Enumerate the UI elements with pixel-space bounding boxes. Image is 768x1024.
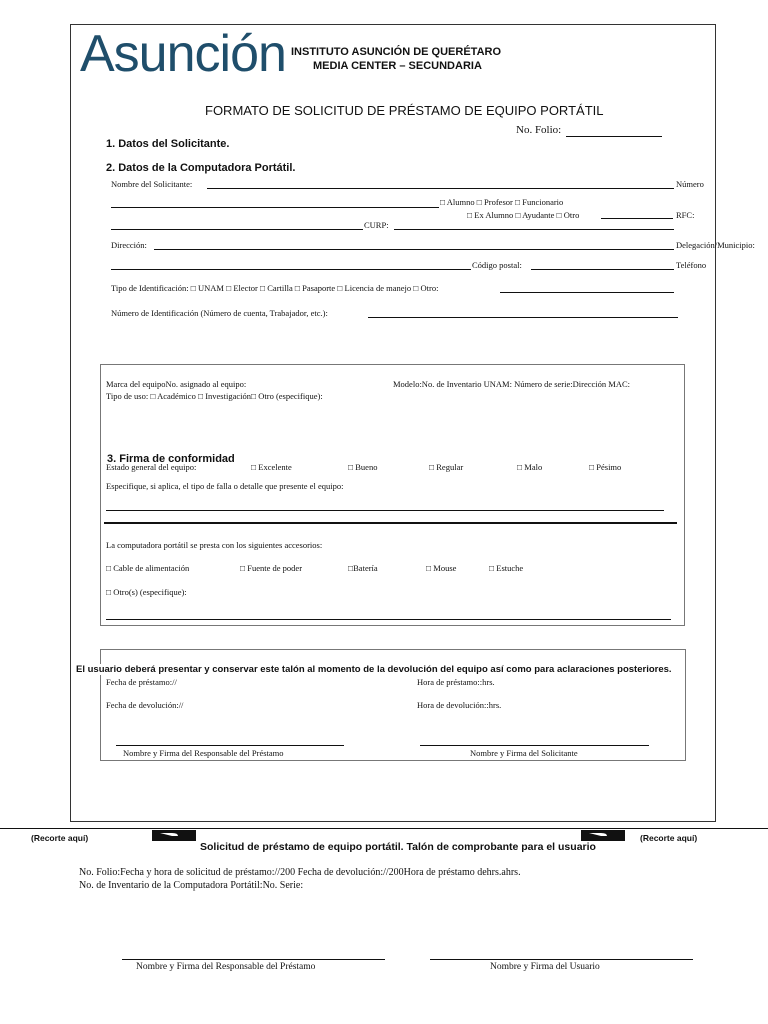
- curp-label: CURP:: [364, 220, 389, 230]
- hora-devolucion: Hora de devolución::hrs.: [417, 700, 502, 710]
- cp-line[interactable]: [531, 269, 674, 270]
- numero-identificacion-label: Número de Identificación (Número de cuenta, Trabajador, etc.):: [111, 308, 328, 318]
- cutout-firma-responsable-label: Nombre y Firma del Responsable del Préstamo: [136, 962, 316, 972]
- fecha-devolucion: Fecha de devolución://: [106, 700, 184, 710]
- estado-pesimo[interactable]: □ Pésimo: [589, 462, 622, 472]
- divider-thick: [104, 522, 677, 524]
- section2-title: 2. Datos de la Computadora Portátil.: [106, 162, 296, 174]
- firma-solicitante-label: Nombre y Firma del Solicitante: [470, 748, 578, 758]
- fecha-prestamo: Fecha de préstamo://: [106, 677, 177, 687]
- tipo-id-otro-line[interactable]: [500, 292, 674, 293]
- cutout-firma-usuario-label: Nombre y Firma del Usuario: [490, 962, 600, 972]
- numero-id-line[interactable]: [368, 317, 678, 318]
- cp-label: Código postal:: [472, 260, 522, 270]
- roles-options-2[interactable]: □ Ex Alumno □ Ayudante □ Otro: [467, 210, 580, 220]
- nombre-label: Nombre del Solicitante:: [111, 179, 193, 189]
- firma-responsable-label: Nombre y Firma del Responsable del Préstamo: [123, 748, 284, 758]
- cutout-firma-usuario-line[interactable]: [430, 959, 693, 960]
- curp-line[interactable]: [394, 229, 674, 230]
- cutout-title: Solicitud de préstamo de equipo portátil. Talón de comprobante para el usuario: [200, 841, 596, 853]
- scissors-icon: [581, 828, 625, 839]
- numero-label: Número: [676, 179, 704, 189]
- folio-line[interactable]: [566, 136, 662, 137]
- recorte-right: (Recorte aquí): [640, 833, 698, 843]
- estado-excelente[interactable]: □ Excelente: [251, 462, 292, 472]
- talon-notice: El usuario deberá presentar y conservar este talón al momento de la devolución del equipo así como para aclaraciones posteriores.: [76, 664, 672, 675]
- estado-label: Estado general del equipo:: [106, 462, 197, 472]
- direccion-label: Dirección:: [111, 240, 147, 250]
- recorte-left: (Recorte aquí): [31, 833, 89, 843]
- marca-line: Marca del equipoNo. asignado al equipo:: [106, 379, 247, 389]
- accesorio-estuche[interactable]: □ Estuche: [489, 563, 524, 573]
- firma-solicitante-line[interactable]: [420, 745, 649, 746]
- media-center: MEDIA CENTER – SECUNDARIA: [313, 60, 482, 72]
- telefono-label: Teléfono: [676, 260, 707, 270]
- form-title: FORMATO DE SOLICITUD DE PRÉSTAMO DE EQUIPO PORTÁTIL: [205, 103, 604, 118]
- section3-title: 3. Firma de conformidad: [107, 453, 235, 465]
- roles-line[interactable]: [111, 207, 439, 208]
- nombre-line[interactable]: [207, 188, 674, 189]
- especifique-label: Especifique, si aplica, el tipo de falla o detalle que presente el equipo:: [106, 481, 344, 491]
- institute-name: INSTITUTO ASUNCIÓN DE QUERÉTARO: [291, 46, 502, 58]
- accesorios-label: La computadora portátil se presta con los siguientes accesorios:: [106, 540, 323, 550]
- otros-line[interactable]: [106, 619, 671, 620]
- cutout-line1: No. Folio:Fecha y hora de solicitud de préstamo://200 Fecha de devolución://200Hora de préstamo dehrs.ahrs.: [79, 867, 521, 878]
- estado-malo[interactable]: □ Malo: [517, 462, 543, 472]
- hora-prestamo: Hora de préstamo::hrs.: [417, 677, 495, 687]
- estado-regular[interactable]: □ Regular: [429, 462, 464, 472]
- folio-label: No. Folio:: [516, 124, 562, 136]
- asuncion-logo: Asunción: [80, 25, 286, 83]
- rfc-label: RFC:: [676, 210, 695, 220]
- cut-line: [0, 828, 768, 829]
- section1-title: 1. Datos del Solicitante.: [106, 138, 230, 150]
- modelo-line: Modelo:No. de Inventario UNAM: Número de serie:Dirección MAC:: [393, 379, 630, 389]
- firma-responsable-line[interactable]: [116, 745, 344, 746]
- delegacion-label: Delegación/Municipio:: [676, 240, 755, 250]
- direccion-line[interactable]: [154, 249, 674, 250]
- estado-bueno[interactable]: □ Bueno: [348, 462, 378, 472]
- roles-options-1[interactable]: □ Alumno □ Profesor □ Funcionario: [440, 197, 564, 207]
- accesorio-mouse[interactable]: □ Mouse: [426, 563, 457, 573]
- tipo-identificacion[interactable]: Tipo de Identificación: □ UNAM □ Elector □ Cartilla □ Pasaporte □ Licencia de manejo □ Otro:: [111, 283, 439, 293]
- especifique-line[interactable]: [106, 510, 664, 511]
- cutout-line2: No. de Inventario de la Computadora Portátil:No. Serie:: [79, 880, 304, 891]
- otros-label[interactable]: □ Otro(s) (especifique):: [106, 587, 187, 597]
- equipment-box: [100, 364, 685, 626]
- cp-left-line[interactable]: [111, 269, 471, 270]
- accesorio-cable[interactable]: □ Cable de alimentación: [106, 563, 190, 573]
- scissors-icon: [152, 828, 196, 839]
- curp-left-line[interactable]: [111, 229, 363, 230]
- cutout-firma-responsable-line[interactable]: [122, 959, 385, 960]
- accesorio-bateria[interactable]: □Batería: [348, 563, 378, 573]
- accesorio-fuente[interactable]: □ Fuente de poder: [240, 563, 303, 573]
- tipo-uso-line[interactable]: Tipo de uso: □ Académico □ Investigación□ Otro (especifique):: [106, 391, 323, 401]
- otro-role-line[interactable]: [601, 218, 673, 219]
